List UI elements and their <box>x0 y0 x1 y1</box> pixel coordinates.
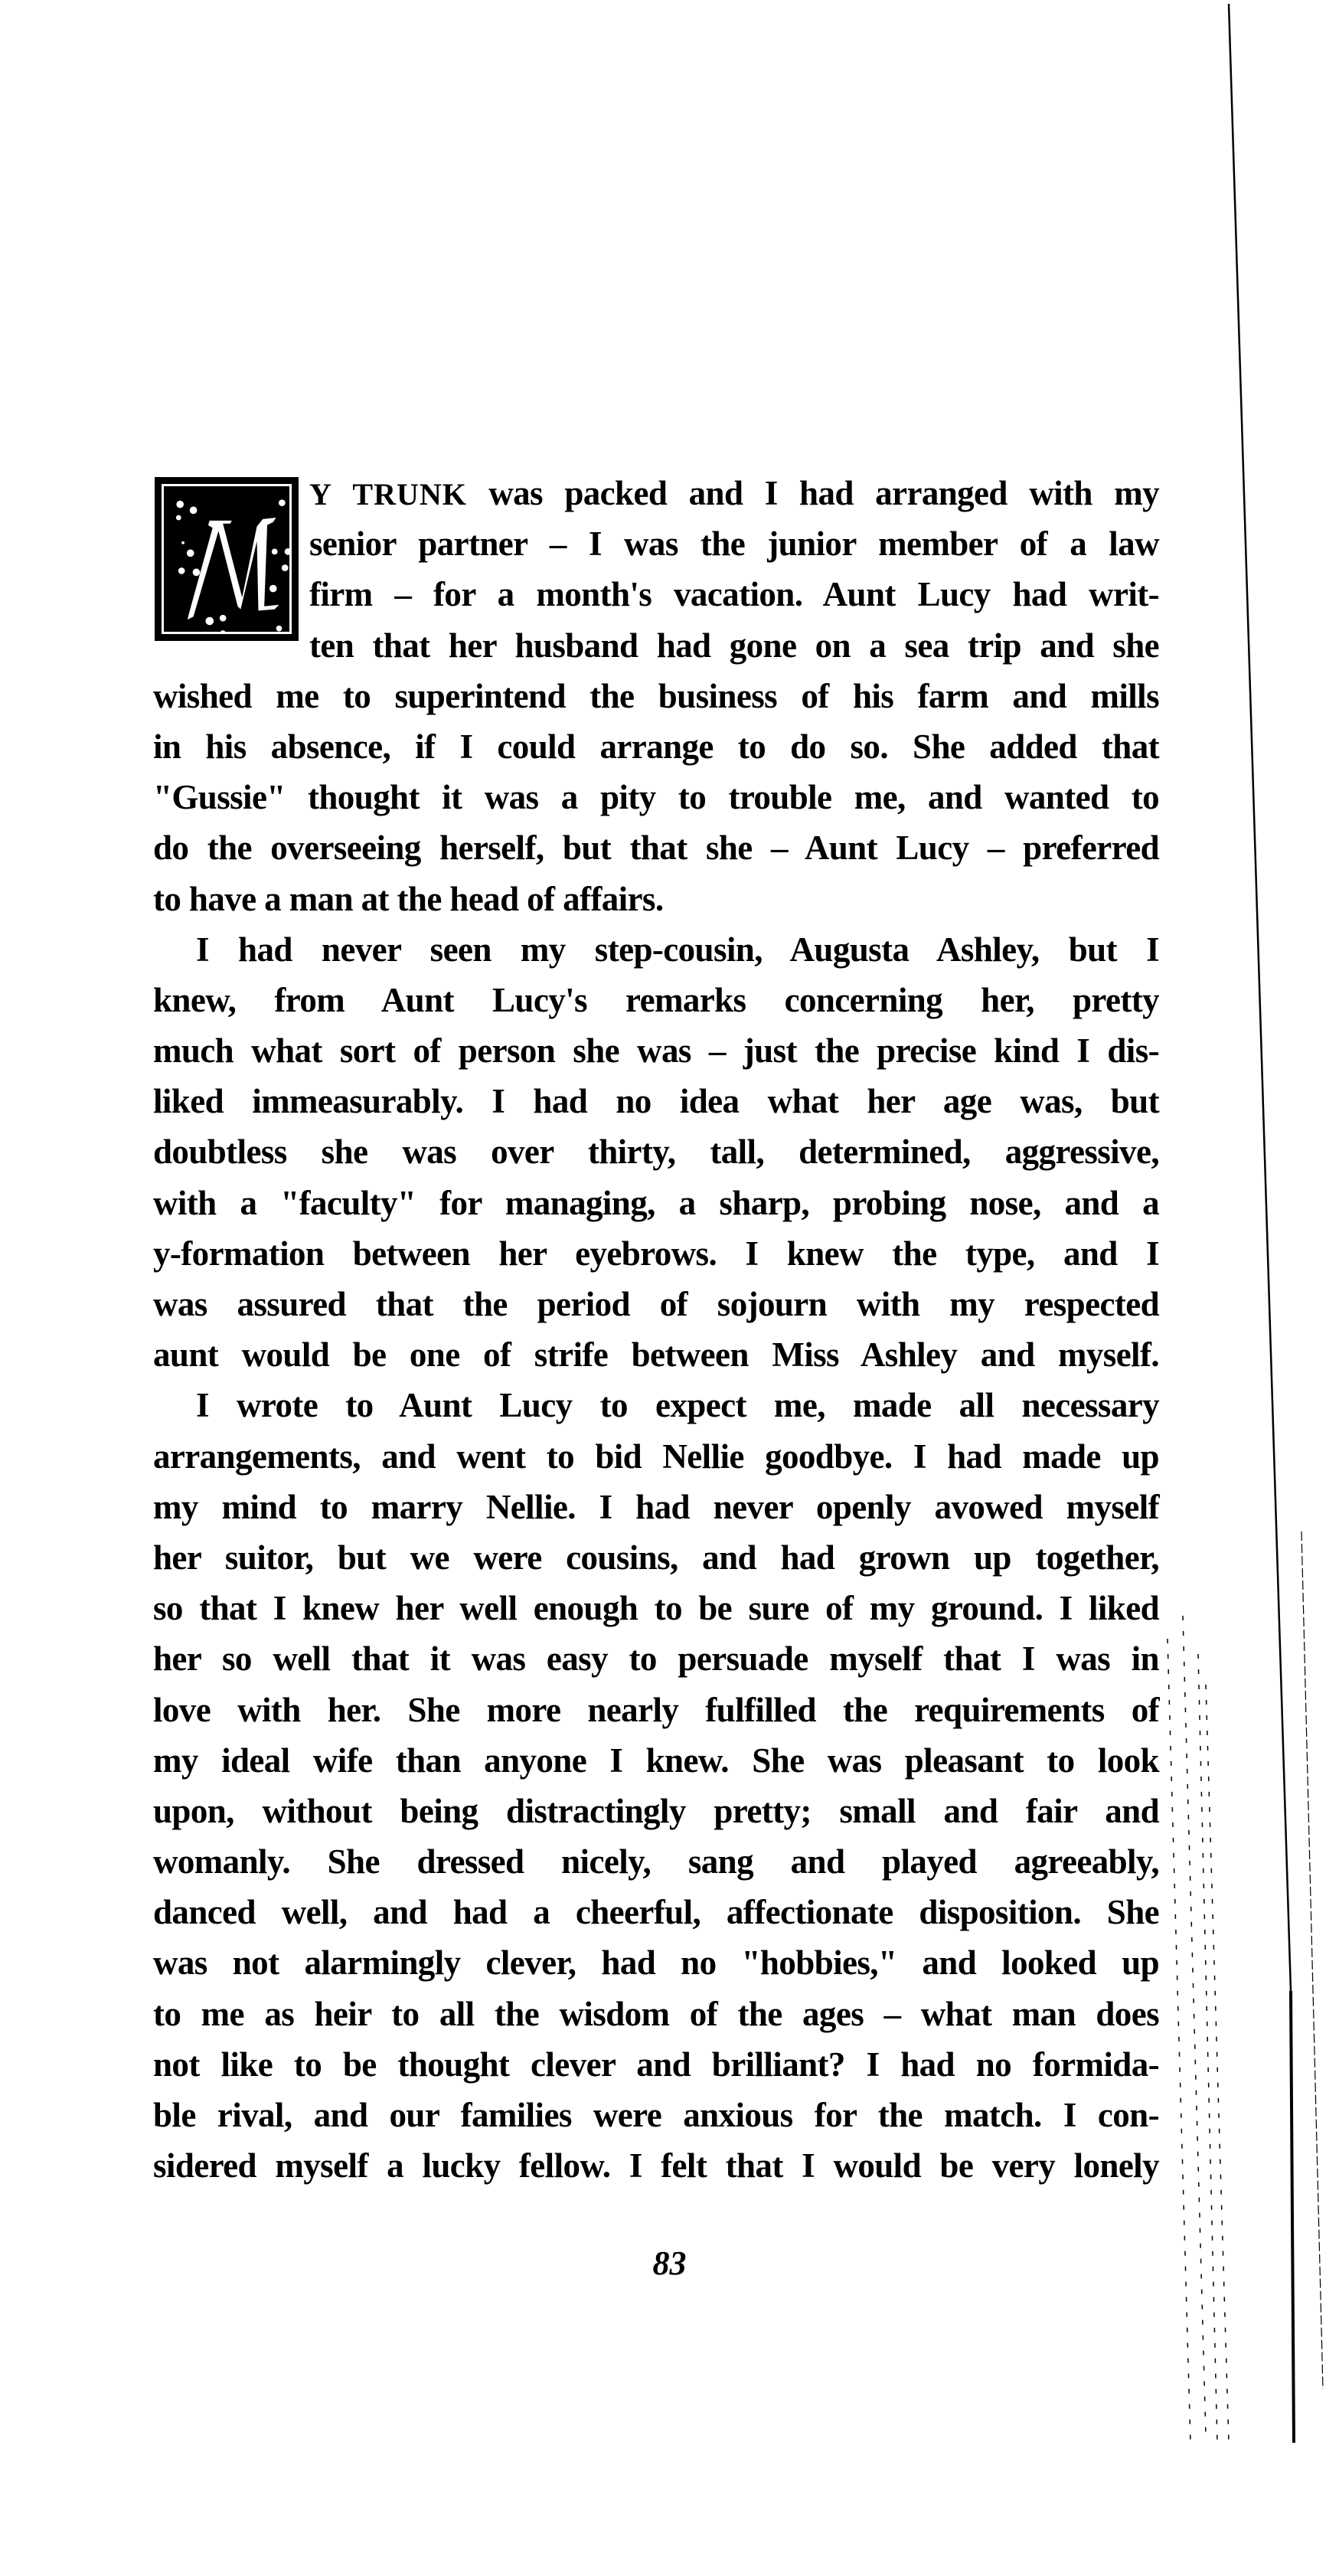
text-line: was not alarmingly clever, had no "hobbies," and looked up <box>153 1943 1159 1983</box>
text-line: liked immeasurably. I had no idea what her age was, but <box>153 1082 1159 1121</box>
text-line: firm – for a month's vacation. Aunt Lucy had writ- <box>309 575 1159 614</box>
text-line: ten that her husband had gone on a sea trip and she <box>309 626 1159 665</box>
text-line: so that I knew her well enough to be sure of my ground. I liked <box>153 1589 1159 1628</box>
text-line: aunt would be one of strife between Miss Ashley and myself. <box>153 1335 1159 1375</box>
text-line: I had never seen my step-cousin, Augusta Ashley, but I <box>196 930 1159 969</box>
text-line: to have a man at the head of affairs. <box>153 879 664 918</box>
text-line: to me as heir to all the wisdom of the ages – what man does <box>153 1994 1159 2033</box>
text-line: sidered myself a lucky fellow. I felt that I would be very lonely <box>153 2146 1159 2185</box>
text-line: in his absence, if I could arrange to do so. She added that <box>153 727 1159 766</box>
text-line: "Gussie" thought it was a pity to trouble me, and wanted to <box>153 778 1159 817</box>
text-line: do the overseeing herself, but that she – Aunt Lucy – preferred <box>153 829 1159 868</box>
text-line: arrangements, and went to bid Nellie goodbye. I had made up <box>153 1437 1159 1476</box>
text-line: my ideal wife than anyone I knew. She was pleasant to look <box>153 1741 1159 1780</box>
text-line: with a "faculty" for managing, a sharp, probing nose, and a <box>153 1183 1159 1222</box>
text-line: my mind to marry Nellie. I had never openly avowed myself <box>153 1487 1159 1526</box>
text-line: much what sort of person she was – just the precise kind I dis- <box>153 1031 1159 1071</box>
page-number: 83 <box>652 2244 687 2282</box>
text-line: doubtless she was over thirty, tall, determined, aggressive, <box>153 1133 1159 1172</box>
text-line: was assured that the period of sojourn with my respected <box>153 1285 1159 1323</box>
body-text <box>153 468 1159 2191</box>
text-line: ble rival, and our families were anxious for the match. I con- <box>153 2096 1159 2134</box>
text-line: I wrote to Aunt Lucy to expect me, made all necessary <box>196 1386 1159 1425</box>
text-line <box>153 468 1159 518</box>
text-line: y-formation between her eyebrows. I knew the type, and I <box>153 1234 1159 1273</box>
opening-smallcaps: Y TRUNK <box>309 477 467 512</box>
text-line: senior partner – I was the junior member of a law <box>309 525 1159 564</box>
text-line-fragment: was packed and I had arranged with my <box>466 474 1159 512</box>
text-line: not like to be thought clever and brilliant? I had no formida- <box>153 2045 1159 2084</box>
text-line: her so well that it was easy to persuade myself that I was in <box>153 1639 1159 1679</box>
text-line: wished me to superintend the business of his farm and mills <box>153 676 1159 715</box>
text-line: knew, from Aunt Lucy's remarks concerning her, pretty <box>153 980 1159 1019</box>
text-line: danced well, and had a cheerful, affectionate disposition. She <box>153 1893 1159 1932</box>
text-line: upon, without being distractingly pretty; small and fair and <box>153 1791 1159 1830</box>
text-line: her suitor, but we were cousins, and had grown up together, <box>153 1538 1159 1577</box>
text-line: love with her. She more nearly fulfilled the requirements of <box>153 1690 1159 1729</box>
text-line: womanly. She dressed nicely, sang and played agreeably, <box>153 1842 1159 1881</box>
